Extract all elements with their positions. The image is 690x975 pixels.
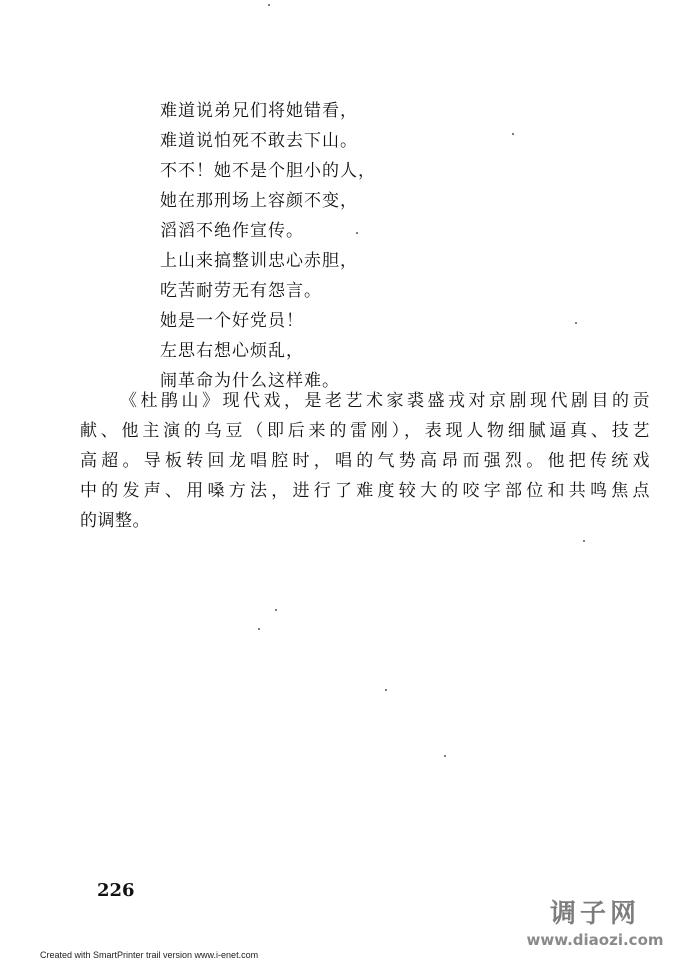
lyric-line: 难道说弟兄们将她错看， <box>160 101 358 121</box>
lyric-line: 不不！她不是个胆小的人， <box>160 161 376 181</box>
lyric-line: 她是一个好党员！ <box>160 311 304 331</box>
paragraph-line: 的调整。 <box>80 511 150 531</box>
scan-speck <box>444 755 446 757</box>
watermark-url: www.diaozi.com <box>526 931 664 949</box>
scan-speck <box>356 232 358 234</box>
printer-credit: Created with SmartPrinter trail version www.i-enet.com <box>40 950 259 960</box>
paragraph-line: 中的发声、用嗓方法，进行了难度较大的咬字部位和共鸣焦点 <box>80 481 650 501</box>
scan-speck <box>583 540 585 542</box>
watermark-logo <box>520 898 670 950</box>
paragraph-line: 《杜鹃山》现代戏，是老艺术家裘盛戎对京剧现代剧目的贡 <box>120 391 650 411</box>
scan-speck <box>512 133 514 135</box>
page-number: 226 <box>97 880 135 901</box>
lyric-line: 左思右想心烦乱， <box>160 341 304 361</box>
scan-speck <box>575 322 577 324</box>
commentary-paragraph <box>80 386 650 536</box>
paragraph-line: 献、他主演的乌豆（即后来的雷刚），表现人物细腻逼真、技艺 <box>80 421 650 441</box>
lyric-line: 她在那刑场上容颜不变， <box>160 191 358 211</box>
watermark-name: 调子网 <box>549 899 640 929</box>
scan-speck <box>268 4 270 6</box>
lyric-line: 上山来搞整训忠心赤胆， <box>160 251 358 271</box>
lyric-line: 滔滔不绝作宣传。 <box>160 221 304 241</box>
lyric-line: 吃苦耐劳无有怨言。 <box>160 281 322 301</box>
paragraph-line: 高超。导板转回龙唱腔时，唱的气势高昂而强烈。他把传统戏 <box>80 451 650 471</box>
scan-speck <box>258 628 260 630</box>
scan-speck <box>385 689 387 691</box>
lyrics-block <box>160 96 580 396</box>
scan-speck <box>275 609 277 611</box>
lyric-line: 闹革命为什么这样难。 <box>160 371 340 391</box>
lyric-line: 难道说怕死不敢去下山。 <box>160 131 358 151</box>
